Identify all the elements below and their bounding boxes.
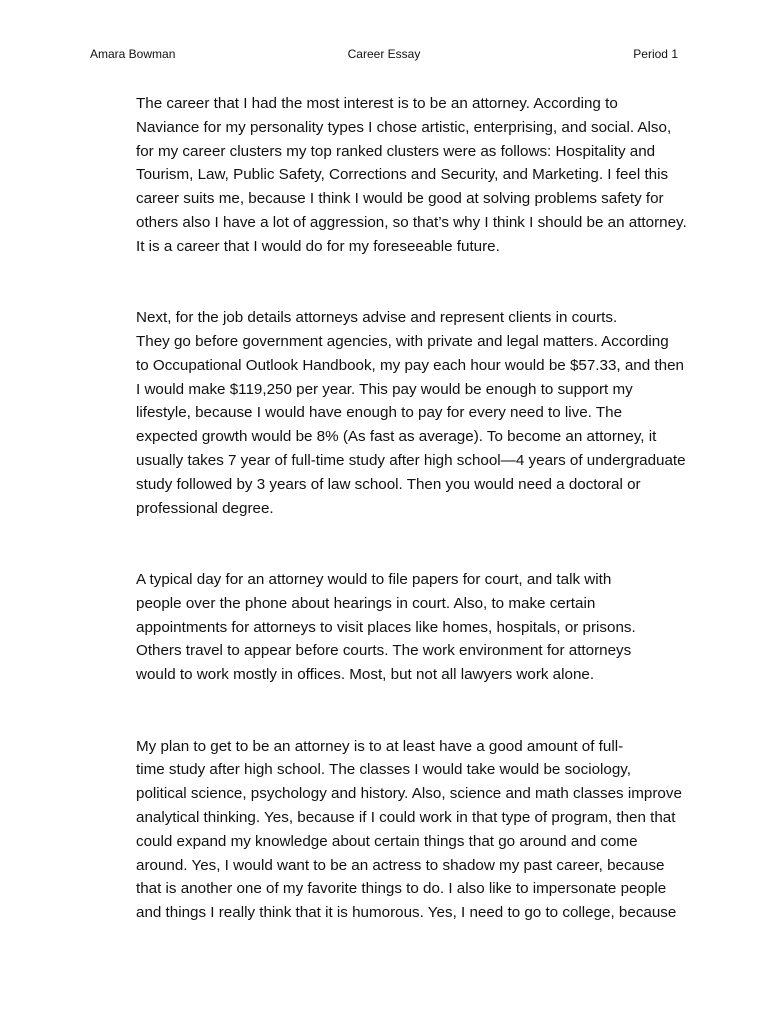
class-period: Period 1 (633, 47, 678, 61)
text-line: Tourism, Law, Public Safety, Corrections and Security, and Marketing. I feel this (136, 166, 669, 184)
text-line: people over the phone about hearings in court. Also, to make certain (136, 594, 596, 612)
text-line: that is another one of my favorite things to do. I also like to impersonate people (136, 880, 667, 898)
text-line: They go before government agencies, with private and legal matters. According (136, 332, 669, 350)
author-name: Amara Bowman (90, 47, 176, 61)
text-line: and things I really think that it is humorous. Yes, I need to go to college, because (136, 904, 677, 922)
text-line: could expand my knowledge about certain things that go around and come (136, 832, 638, 850)
text-line: study followed by 3 years of law school. Then you would need a doctoral or (136, 475, 641, 493)
text-line: career suits me, because I think I would be good at solving problems safety for (136, 190, 664, 208)
text-line: for my career clusters my top ranked clusters were as follows: Hospitality and (136, 142, 656, 160)
text-line: around. Yes, I would want to be an actress to shadow my past career, because (136, 856, 665, 874)
text-line: professional degree. (136, 499, 274, 517)
text-line: to Occupational Outlook Handbook, my pay each hour would be $57.33, and then (136, 356, 684, 374)
text-line: Next, for the job details attorneys advise and represent clients in courts. (136, 309, 618, 327)
text-line: expected growth would be 8% (As fast as average). To become an attorney, it (136, 428, 657, 446)
paragraph-1 (90, 92, 687, 259)
text-line: analytical thinking. Yes, because if I could work in that type of program, then that (136, 808, 676, 826)
essay-body (90, 92, 687, 925)
text-line: others also I have a lot of aggression, so that’s why I think I should be an attorney. (136, 213, 687, 231)
text-line: I would make $119,250 per year. This pay would be enough to support my (136, 380, 633, 398)
text-line: My plan to get to be an attorney is to at least have a good amount of full- (136, 737, 624, 755)
text-line: appointments for attorneys to visit places like homes, hospitals, or prisons. (136, 618, 636, 636)
text-line: usually takes 7 year of full-time study after high school—4 years of undergraduate (136, 451, 686, 469)
text-line: would to work mostly in offices. Most, but not all lawyers work alone. (136, 666, 595, 684)
text-line: lifestyle, because I would have enough to pay for every need to live. The (136, 404, 623, 422)
paragraph-2 (90, 306, 686, 520)
text-line: It is a career that I would do for my foreseeable future. (136, 237, 500, 255)
paragraph-4 (90, 735, 680, 925)
text-line: Others travel to appear before courts. The work environment for attorneys (136, 642, 632, 660)
text-line: The career that I had the most interest is to be an attorney. According to (136, 95, 618, 112)
text-line: political science, psychology and history. Also, science and math classes improve (136, 785, 682, 803)
text-line: time study after high school. The classes I would take would be sociology, (136, 761, 631, 779)
text-line: Naviance for my personality types I chose artistic, enterprising, and social. Also, (136, 118, 672, 136)
document-title: Career Essay (347, 47, 421, 61)
text-line: A typical day for an attorney would to file papers for court, and talk with (136, 570, 612, 588)
paragraph-3 (90, 568, 680, 687)
